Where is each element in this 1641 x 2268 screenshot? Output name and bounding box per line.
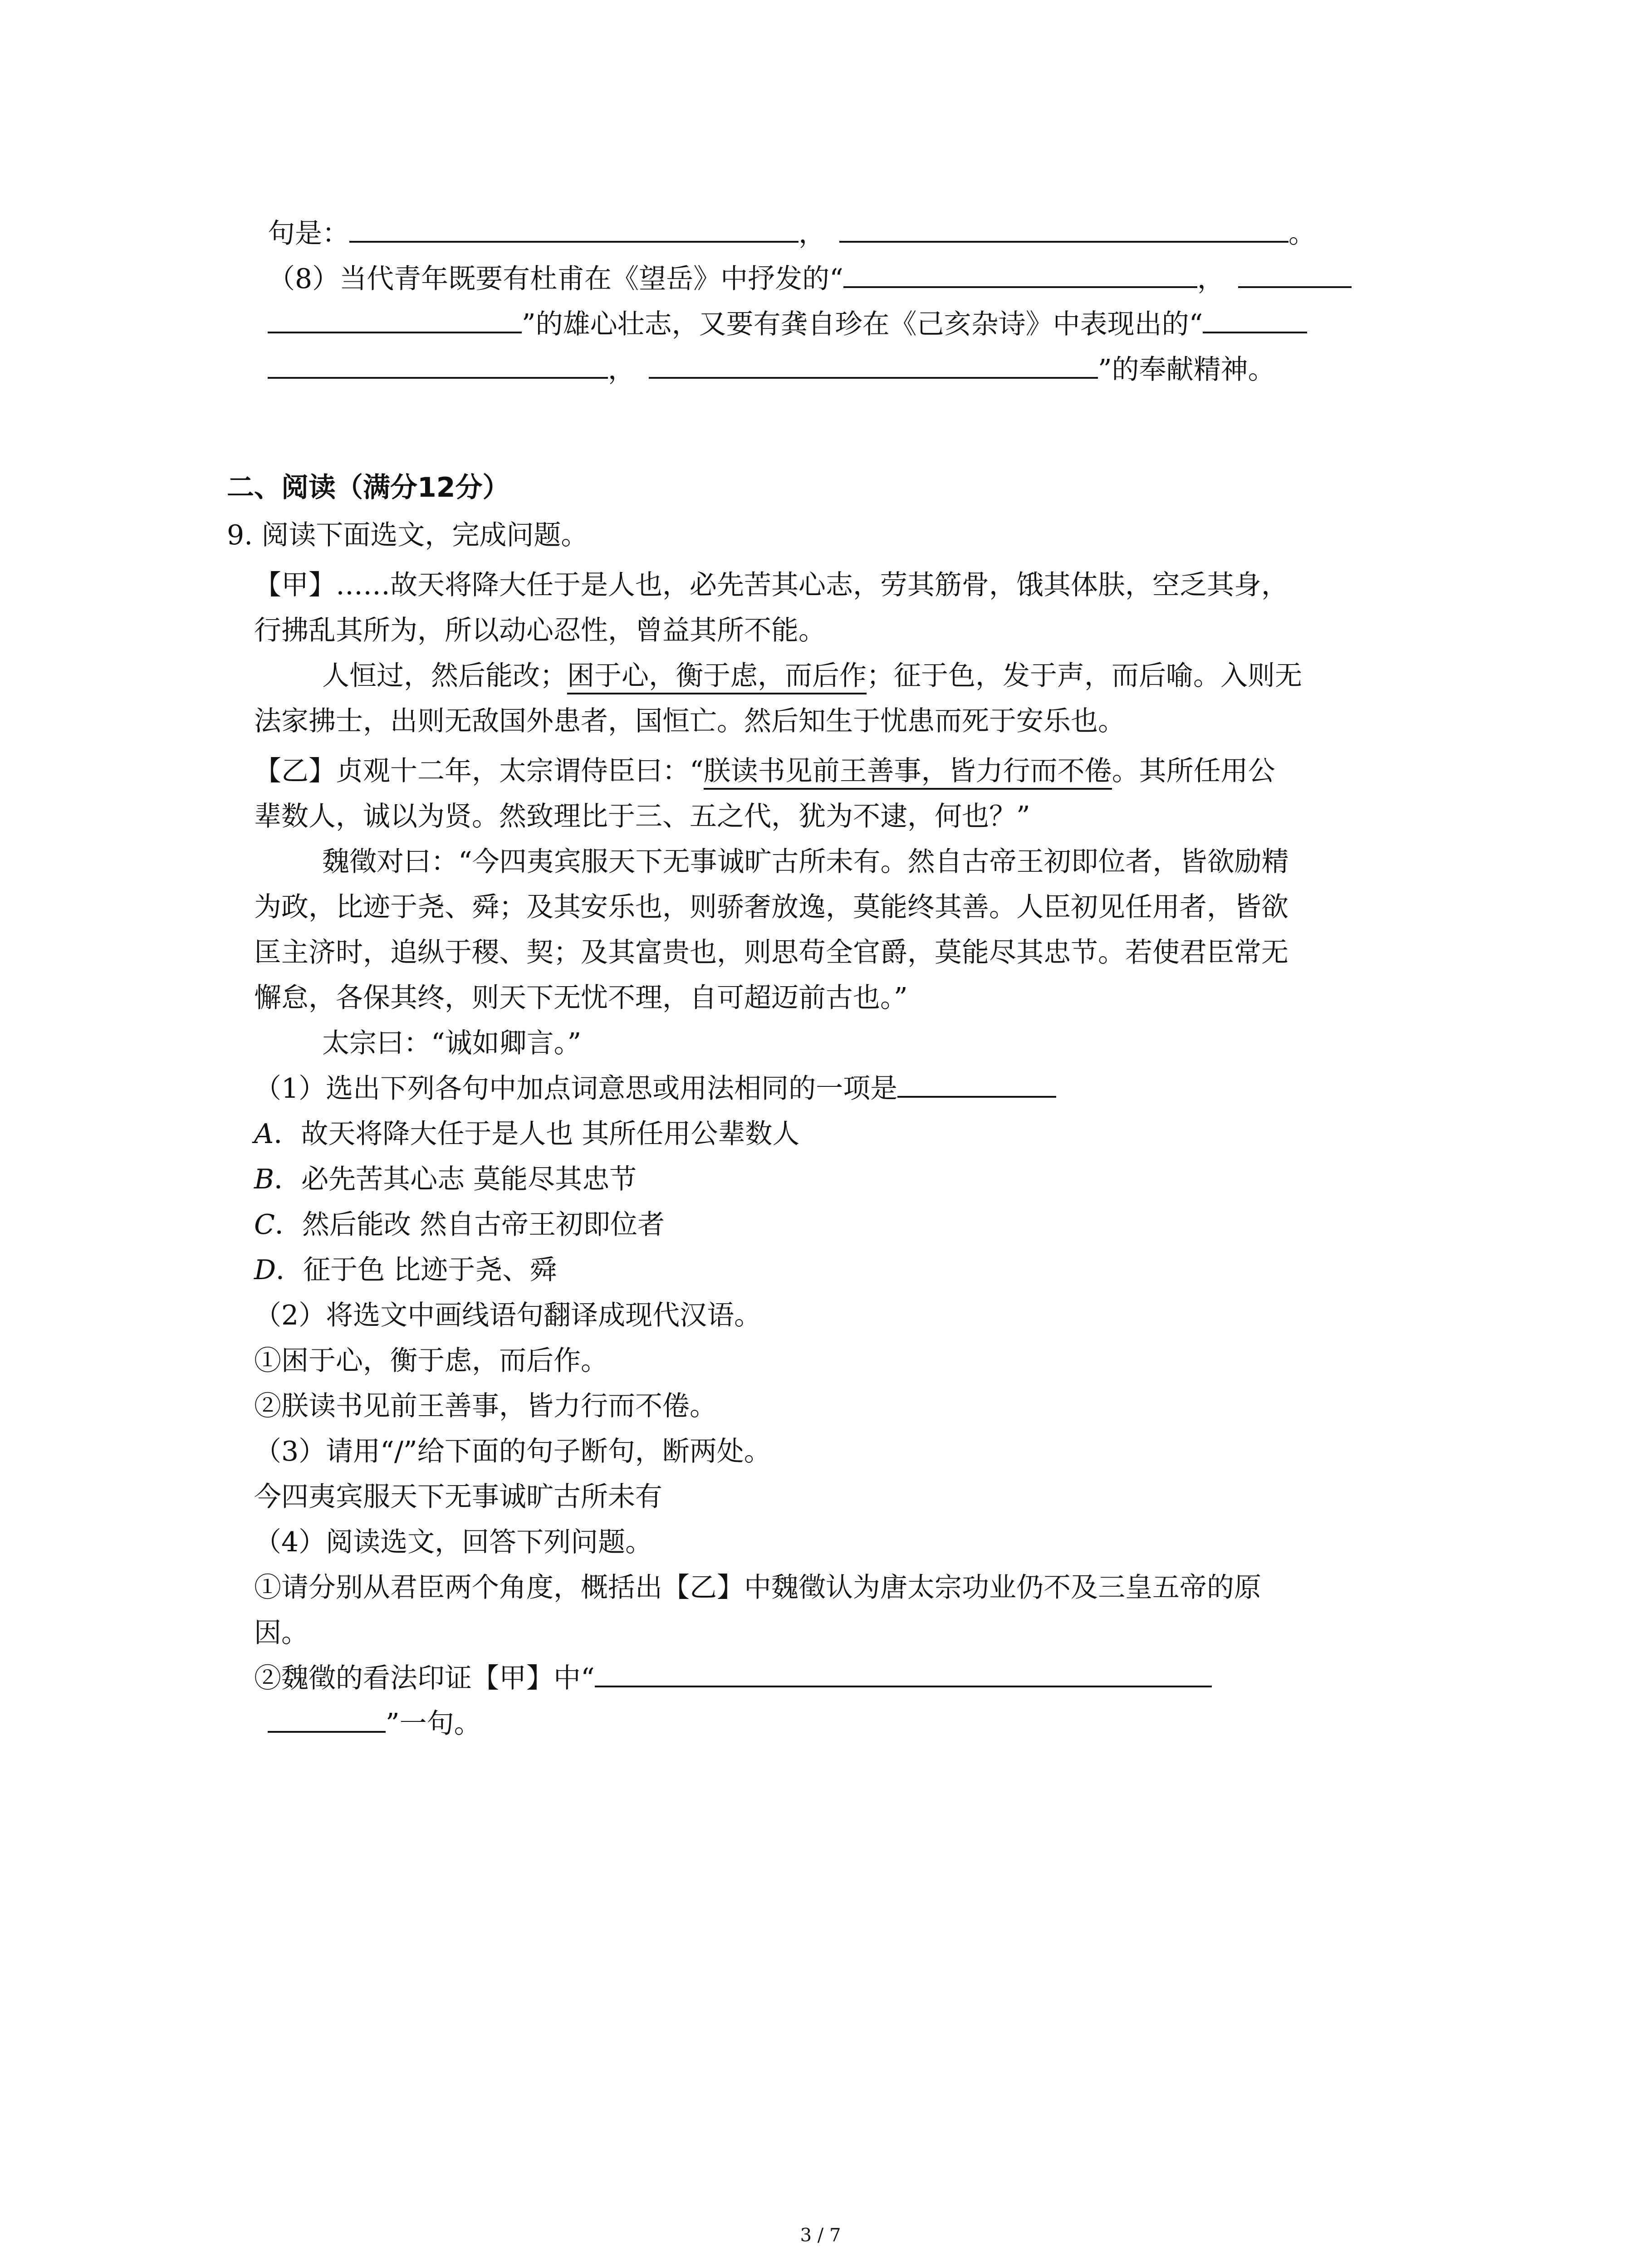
jia-p2-line-1 (322, 660, 1302, 692)
section-2-title: 二、阅读（满分12分） (227, 472, 510, 503)
sub1-answer-blank[interactable] (897, 1073, 1056, 1098)
sub4-stem: （4）阅读选文，回答下列问题。 (254, 1526, 653, 1558)
yi-p2-line-2: 为政，比迹于尧、舜；及其安乐也，则骄奢放逸，莫能终其善。人臣初见任用者，皆欲 (254, 891, 1288, 923)
jia-underlined-sentence: 困于心，衡于虑，而后作 (567, 660, 867, 694)
sub2-item-2: ②朕读书见前王善事，皆力行而不倦。 (254, 1390, 717, 1422)
q7-answer-line (268, 218, 1316, 249)
q8-line-2 (268, 308, 1307, 340)
sub3-stem: （3）请用“/”给下面的句子断句，断两处。 (254, 1436, 771, 1467)
sub4-blank-b[interactable] (268, 1708, 386, 1733)
q8-blank-3a[interactable] (1203, 309, 1307, 333)
q8-line-3 (268, 354, 1275, 386)
sub4-item-2-end: ”一句。 (386, 1708, 481, 1740)
option-d-text: ．征于色 比迹于尧、舜 (276, 1254, 557, 1286)
q8-blank-1[interactable] (843, 264, 1197, 288)
q8-blank-4[interactable] (649, 354, 1098, 379)
option-a-text: ．故天将降大任于是人也 其所任用公辈数人 (274, 1118, 800, 1150)
sub4-item-2-line-1 (254, 1662, 1212, 1694)
sub2-stem: （2）将选文中画线语句翻译成现代汉语。 (254, 1300, 762, 1331)
option-c-text: ．然后能改 然自古帝王初即位者 (274, 1209, 665, 1241)
jia-p1-line-2: 行拂乱其所为，所以动心忍性，曾益其所不能。 (254, 615, 826, 646)
q8-sep-3: ， (608, 354, 635, 386)
jia-p2-text-b: ；征于色，发于声，而后喻。入则无 (867, 660, 1302, 692)
yi-p1-text-a: 【乙】贞观十二年，太宗谓侍臣曰：“ (254, 755, 704, 787)
sub4-blank-a[interactable] (595, 1663, 1212, 1687)
q8-end: ”的奉献精神。 (1098, 354, 1275, 386)
option-a-letter: A (254, 1118, 274, 1150)
yi-p2-line-4: 懈怠，各保其终，则天下无忧不理，自可超迈前古也。” (254, 982, 908, 1014)
q8-blank-2b[interactable] (268, 309, 522, 333)
q7-prefix: 句是： (268, 218, 349, 249)
yi-p1-line-1 (254, 755, 1275, 787)
option-c[interactable] (254, 1209, 665, 1241)
q8-text-1: （8）当代青年既要有杜甫在《望岳》中抒发的“ (268, 263, 843, 295)
q8-blank-2a[interactable] (1238, 264, 1352, 288)
q9-stem: 9. 阅读下面选文，完成问题。 (227, 519, 588, 551)
page-number: 3 / 7 (800, 2225, 841, 2246)
q8-line-1 (268, 263, 1352, 295)
q7-sep: ， (798, 218, 826, 249)
sub1-stem-text: （1）选出下列各句中加点词意思或用法相同的一项是 (254, 1073, 898, 1105)
option-b[interactable] (254, 1163, 637, 1195)
q8-text-2: ”的雄心壮志，又要有龚自珍在《己亥杂诗》中表现出的“ (522, 308, 1203, 340)
jia-p1-line-1: 【甲】……故天将降大任于是人也，必先苦其心志，劳其筋骨，饿其体肤，空乏其身， (254, 569, 1288, 601)
sub4-item-2-line-2 (268, 1708, 481, 1740)
jia-p2-text-a: 人恒过，然后能改； (322, 660, 567, 692)
sub3-sentence: 今四夷宾服天下无事诚旷古所未有 (254, 1481, 662, 1513)
q8-blank-3b[interactable] (268, 354, 608, 379)
sub2-item-1: ①困于心，衡于虑，而后作。 (254, 1345, 608, 1377)
option-d-letter: D (254, 1254, 276, 1286)
yi-underlined-sentence: 朕读书见前王善事，皆力行而不倦 (704, 755, 1112, 790)
option-d[interactable] (254, 1254, 557, 1286)
option-b-text: ．必先苦其心志 莫能尽其忠节 (274, 1163, 637, 1195)
yi-p2-line-1: 魏徵对曰：“今四夷宾服天下无事诚旷古所未有。然自古帝王初即位者，皆欲励精 (322, 846, 1289, 878)
q7-blank-1[interactable] (349, 218, 798, 243)
q7-end: 。 (1288, 218, 1316, 249)
yi-p1-line-2: 辈数人，诚以为贤。然致理比于三、五之代，犹为不逮，何也？” (254, 801, 1030, 832)
q8-sep-1: ， (1197, 263, 1225, 295)
q7-blank-2[interactable] (839, 218, 1288, 243)
option-a[interactable] (254, 1118, 799, 1150)
jia-p2-line-2: 法家拂士，出则无敌国外患者，国恒亡。然后知生于忧患而死于安乐也。 (254, 705, 1125, 737)
sub4-item-2-text: ②魏徵的看法印证【甲】中“ (254, 1662, 595, 1694)
sub4-item-1-line-2: 因。 (254, 1617, 309, 1649)
sub1-stem (254, 1073, 1056, 1105)
option-c-letter: C (254, 1209, 275, 1241)
yi-p3: 太宗曰：“诚如卿言。” (322, 1027, 582, 1059)
yi-p1-text-b: 。其所任用公 (1112, 755, 1275, 787)
yi-p2-line-3: 匡主济时，追纵于稷、契；及其富贵也，则思苟全官爵，莫能尽其忠节。若使君臣常无 (254, 937, 1288, 968)
sub4-item-1-line-1: ①请分别从君臣两个角度，概括出【乙】中魏徵认为唐太宗功业仍不及三皇五帝的原 (254, 1572, 1261, 1603)
option-b-letter: B (254, 1163, 274, 1195)
